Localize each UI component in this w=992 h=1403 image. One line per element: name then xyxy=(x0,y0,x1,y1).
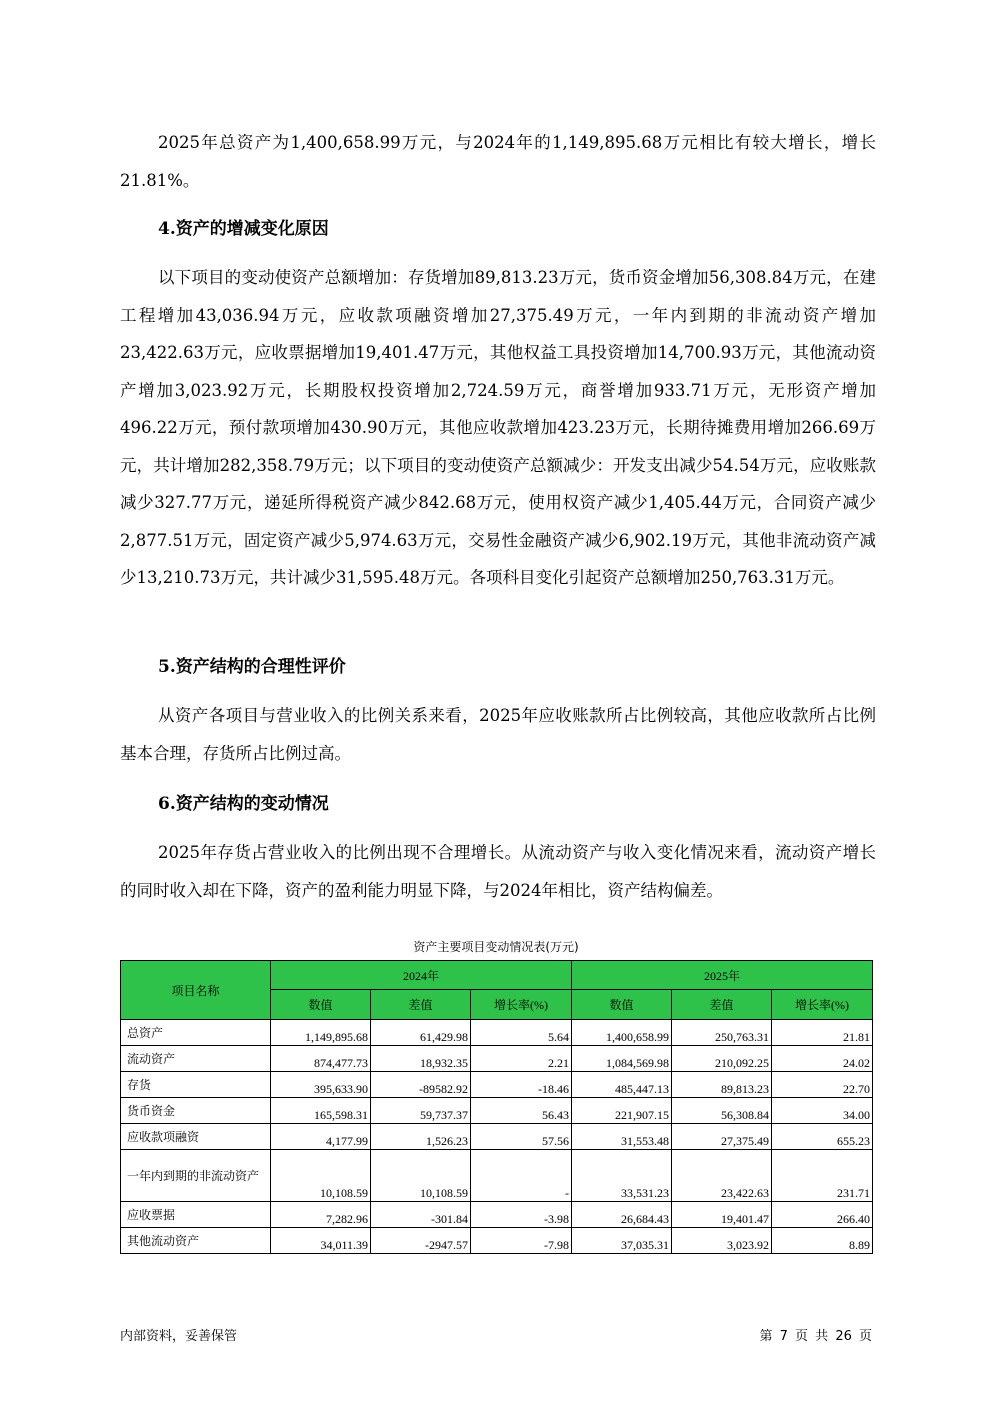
cell-r1: 56.43 xyxy=(471,1098,572,1124)
footer-confidential: 内部资料，妥善保管 xyxy=(120,1329,238,1344)
asset-change-table xyxy=(120,960,873,1254)
header-value-2025: 数值 xyxy=(572,990,672,1020)
cell-d2: 19,401.47 xyxy=(672,1202,772,1228)
row-item-name: 流动资产 xyxy=(121,1046,271,1072)
cell-d1: 61,429.98 xyxy=(371,1020,471,1046)
cell-d2: 210,092.25 xyxy=(672,1046,772,1072)
cell-r2: 231.71 xyxy=(772,1150,873,1202)
cell-r2: 655.23 xyxy=(772,1124,873,1150)
section-4-heading: 4.资产的增减变化原因 xyxy=(158,219,329,239)
header-diff-2024: 差值 xyxy=(371,990,471,1020)
header-value-2024: 数值 xyxy=(271,990,371,1020)
cell-v1: 395,633.90 xyxy=(271,1072,371,1098)
header-year-2025: 2025年 xyxy=(572,961,873,990)
section-6-body: 2025年存货占营业收入的比例出现不合理增长。从流动资产与收入变化情况来看，流动资产增长的同时收入却在下降，资产的盈利能力明显下降，与2024年相比，资产结构偏差。 xyxy=(120,843,876,900)
cell-r1: 2.21 xyxy=(471,1046,572,1072)
cell-v1: 165,598.31 xyxy=(271,1098,371,1124)
row-item-name: 存货 xyxy=(121,1072,271,1098)
cell-r2: 8.89 xyxy=(772,1228,873,1254)
cell-v2: 1,084,569.98 xyxy=(572,1046,672,1072)
cell-v1: 874,477.73 xyxy=(271,1046,371,1072)
cell-r1: 5.64 xyxy=(471,1020,572,1046)
cell-d1: 1,526.23 xyxy=(371,1124,471,1150)
row-item-name: 一年内到期的非流动资产 xyxy=(121,1150,271,1202)
cell-v1: 4,177.99 xyxy=(271,1124,371,1150)
cell-r1: - xyxy=(471,1150,572,1202)
cell-r1: -18.46 xyxy=(471,1072,572,1098)
cell-v2: 26,684.43 xyxy=(572,1202,672,1228)
intro-paragraph: 2025年总资产为1,400,658.99万元，与2024年的1,149,895.68万元相比有较大增长，增长21.81%。 xyxy=(120,133,876,190)
cell-r1: -3.98 xyxy=(471,1202,572,1228)
cell-r2: 21.81 xyxy=(772,1020,873,1046)
table-row xyxy=(121,1228,873,1254)
cell-r1: -7.98 xyxy=(471,1228,572,1254)
row-item-name: 应收款项融资 xyxy=(121,1124,271,1150)
section-4-body: 以下项目的变动使资产总额增加：存货增加89,813.23万元，货币资金增加56,308.84万元，在建工程增加43,036.94万元，应收款项融资增加27,375.49万元，一年内到期的非流动资产增加23,422.63万元，应收票据增加19,401.47万元，其他权益工具投资增加14,700.93万元，其他流动资产增加3,023.92万元，长期股权投资增加2,724.59万元，商誉增加933.71万元，无形资产增加496.22万元，预付款项增加430.90万元，其他应收款增加423.23万元，长期待摊费用增加266.69万元，共计增加282,358.79万元；以下项目的变动使资产总额减少：开发支出减少54.54万元，应收账款减少327.77万元，递延所得税资产减少842.68万元，使用权资产减少1,405.44万元，合同资产减少2,877.51万元，固定资产减少5,974.63万元，交易性金融资产减少6,902.19万元，其他非流动资产减少13,210.73万元，共计减少31,595.48万元。各项科目变化引起资产总额增加250,763.31万元。 xyxy=(120,268,876,587)
cell-r2: 34.00 xyxy=(772,1098,873,1124)
cell-v2: 221,907.15 xyxy=(572,1098,672,1124)
cell-d2: 27,375.49 xyxy=(672,1124,772,1150)
cell-d1: 18,932.35 xyxy=(371,1046,471,1072)
header-year-2024: 2024年 xyxy=(271,961,572,990)
row-item-name: 总资产 xyxy=(121,1020,271,1046)
cell-r2: 24.02 xyxy=(772,1046,873,1072)
cell-r1: 57.56 xyxy=(471,1124,572,1150)
cell-v1: 7,282.96 xyxy=(271,1202,371,1228)
cell-v1: 1,149,895.68 xyxy=(271,1020,371,1046)
table-row xyxy=(121,1202,873,1228)
row-item-name: 其他流动资产 xyxy=(121,1228,271,1254)
cell-v2: 1,400,658.99 xyxy=(572,1020,672,1046)
cell-v1: 10,108.59 xyxy=(271,1150,371,1202)
row-item-name: 货币资金 xyxy=(121,1098,271,1124)
table-row xyxy=(121,1046,873,1072)
row-item-name: 应收票据 xyxy=(121,1202,271,1228)
cell-d2: 56,308.84 xyxy=(672,1098,772,1124)
cell-d1: -89582.92 xyxy=(371,1072,471,1098)
cell-v2: 485,447.13 xyxy=(572,1072,672,1098)
cell-d2: 250,763.31 xyxy=(672,1020,772,1046)
header-item-name: 项目名称 xyxy=(121,961,271,1020)
footer-page-number: 第 7 页 共 26 页 xyxy=(759,1329,872,1344)
cell-d1: 10,108.59 xyxy=(371,1150,471,1202)
table-row xyxy=(121,1124,873,1150)
section-5-body: 从资产各项目与营业收入的比例关系来看，2025年应收账款所占比例较高，其他应收款所占比例基本合理，存货所占比例过高。 xyxy=(120,706,876,763)
cell-r2: 22.70 xyxy=(772,1072,873,1098)
table-caption: 资产主要项目变动情况表(万元) xyxy=(413,940,579,954)
table-row xyxy=(121,1098,873,1124)
table-row xyxy=(121,1150,873,1202)
header-diff-2025: 差值 xyxy=(672,990,772,1020)
cell-d1: 59,737.37 xyxy=(371,1098,471,1124)
table-row xyxy=(121,1072,873,1098)
cell-v2: 31,553.48 xyxy=(572,1124,672,1150)
cell-d1: -2947.57 xyxy=(371,1228,471,1254)
cell-d2: 23,422.63 xyxy=(672,1150,772,1202)
cell-d2: 3,023.92 xyxy=(672,1228,772,1254)
cell-v2: 33,531.23 xyxy=(572,1150,672,1202)
table-row xyxy=(121,1020,873,1046)
header-rate-2025: 增长率(%) xyxy=(772,990,873,1020)
section-5-heading: 5.资产结构的合理性评价 xyxy=(158,657,346,677)
header-rate-2024: 增长率(%) xyxy=(471,990,572,1020)
section-6-heading: 6.资产结构的变动情况 xyxy=(158,794,329,814)
cell-d2: 89,813.23 xyxy=(672,1072,772,1098)
cell-d1: -301.84 xyxy=(371,1202,471,1228)
cell-r2: 266.40 xyxy=(772,1202,873,1228)
cell-v2: 37,035.31 xyxy=(572,1228,672,1254)
cell-v1: 34,011.39 xyxy=(271,1228,371,1254)
